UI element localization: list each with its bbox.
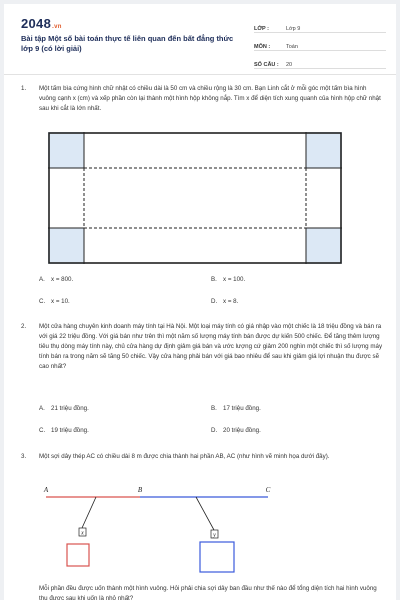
point-c-label: C xyxy=(265,486,271,494)
meta-panel xyxy=(254,18,386,72)
page-header xyxy=(4,4,396,68)
question-1-number: 1. xyxy=(21,85,27,92)
square-y-label: y xyxy=(213,532,216,539)
corner-square-bottom-right xyxy=(306,228,342,264)
q1-option-b[interactable]: B. x = 100. xyxy=(211,276,246,283)
meta-count xyxy=(254,54,386,69)
question-3-text-after: Mỗi phần đều được uốn thành một hình vuông. Hỏi phải chia sợi dây ban đầu như thế nào để tổng diện tích hai hình vuông thu được sau khi uốn là nhỏ nhất? xyxy=(39,585,377,600)
corner-square-bottom-left xyxy=(48,228,84,264)
small-square-red xyxy=(67,544,89,566)
question-1-text: Một tấm bìa cứng hình chữ nhật có chiều dài là 50 cm và chiều rộng là 30 cm. Bạn Linh cắt ở mỗi góc một tấm bìa hình vuông cạnh x (cm) và xếp phần còn lại thành một hình hộp không nắp. Tìm x để diện tích xung quanh của hình hộp chữ nhật sau khi cắt là lớn nhất. xyxy=(39,85,381,112)
q2-option-a[interactable]: A. 21 triệu đồng. xyxy=(39,405,89,412)
document-title: Bài tập Một số bài toán thực tế liên quan đến bất đẳng thức lớp 9 (có lời giải) xyxy=(21,34,234,53)
cardboard-outline xyxy=(49,133,341,263)
meta-count-key: SỐ CÂU : xyxy=(254,62,279,68)
meta-subject xyxy=(254,36,386,51)
large-square-blue xyxy=(200,542,234,572)
q2-option-b[interactable]: B. 17 triệu đồng. xyxy=(211,405,261,412)
question-1 xyxy=(21,84,383,114)
question-2 xyxy=(21,322,383,372)
question-2-number: 2. xyxy=(21,323,27,330)
meta-grade xyxy=(254,18,386,33)
meta-subject-key: MÔN : xyxy=(254,44,271,50)
meta-grade-value: Lớp 9 xyxy=(286,26,301,32)
meta-subject-value: Toán xyxy=(286,44,298,50)
q1-option-a[interactable]: A. x = 800. xyxy=(39,276,74,283)
meta-count-value: 20 xyxy=(286,62,293,68)
corner-square-top-right xyxy=(306,132,342,168)
fold-lines xyxy=(84,168,306,228)
q2-option-d[interactable]: D. 20 triệu đồng. xyxy=(211,427,261,434)
point-b-label: B xyxy=(137,486,143,494)
worksheet-page xyxy=(4,4,396,600)
question-3-text: Một sợi dây thép AC có chiều dài 8 m được chia thành hai phần AB, AC (như hình vẽ minh họa dưới đây). xyxy=(39,453,330,460)
question-2-text: Một cửa hàng chuyên kinh doanh máy tính tại Hà Nội. Một loại máy tính có giá nhập vào một chiếc là 18 triệu đồng và bán ra với giá 22 triệu đồng. Với giá bán như trên thì một năm số lượng máy tính bán được dự kiến 500 chiếc. Để tăng thêm lượng tiêu thụ dòng máy tính này, chủ cửa hàng dự định giảm giá bán và ước lượng cứ giảm 200 nghìn một chiếc thì số lượng máy tính bán ra trong năm sẽ tăng 50 chiếc. Vậy cửa hàng phải bán với giá bao nhiêu để sau khi giảm giá lợi nhuận thu được sẽ cao nhất? xyxy=(39,323,383,370)
question-3-continued xyxy=(21,584,383,600)
point-a-label: A xyxy=(43,486,49,494)
square-x-label: x xyxy=(81,530,84,537)
q1-option-c[interactable]: C. x = 10. xyxy=(39,298,70,305)
corner-square-top-left xyxy=(48,132,84,168)
wire-figure xyxy=(34,484,284,574)
meta-grade-key: LỚP : xyxy=(254,26,269,32)
question-3-number: 3. xyxy=(21,453,27,460)
q2-option-c[interactable]: C. 19 triệu đồng. xyxy=(39,427,89,434)
cardboard-figure xyxy=(48,132,342,264)
question-3 xyxy=(21,452,383,462)
header-divider xyxy=(4,74,396,75)
q1-option-d[interactable]: D. x = 8. xyxy=(211,298,239,305)
site-logo[interactable]: 2048.vn xyxy=(21,16,62,31)
